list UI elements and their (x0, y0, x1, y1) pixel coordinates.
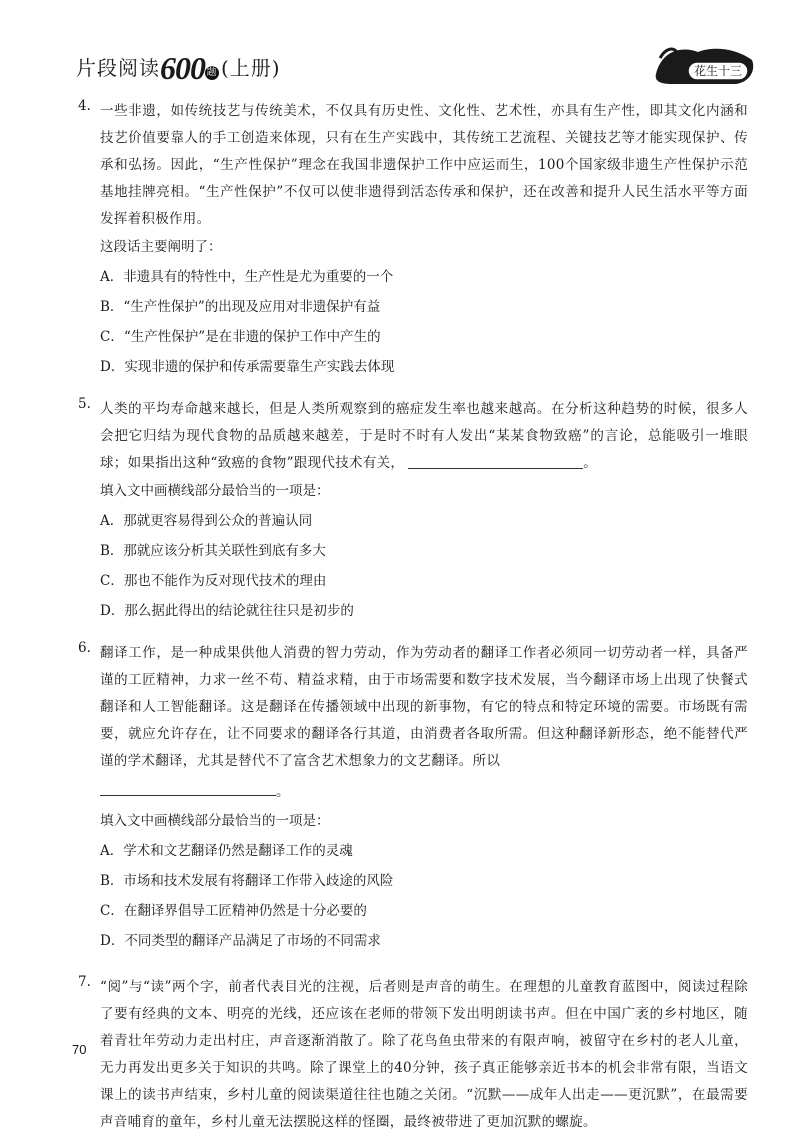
book-title-unit: 题 (206, 67, 218, 78)
question-stem-end: 。 (276, 784, 290, 800)
option-d: D．实现非遗的保护和传承需要靠生产实践去体现 (100, 359, 395, 375)
question-number: 5. (78, 396, 91, 412)
option-b: B．“生产性保护”的出现及应用对非遗保护有益 (100, 299, 381, 315)
question-prompt: 填入文中画横线部分最恰当的一项是： (100, 813, 330, 829)
question-stem: 翻译工作，是一种成果供他人消费的智力劳动，作为劳动者的翻译工作者必须同一切劳动者一样，具备严谨的工匠精神，力求一丝不苟、精益求精，由于市场需要和数字技术发展，当今翻译市场上出现了快餐式翻译和人工智能翻译。这是翻译在传播领域中出现的新事物，有它的特点和特定环境的需要。市场既有需要，就应允许存在，让不同要求的翻译各行其道，由消费者各取所需。但这种翻译新形态，绝不能替代严谨的学术翻译，尤其是替代不了富含艺术想象力的文艺翻译。所以 (100, 645, 748, 769)
question-list (76, 98, 748, 1136)
option-d: D．不同类型的翻译产品满足了市场的不同需求 (100, 933, 381, 949)
question-stem: 一些非遗，如传统技艺与传统美术，不仅具有历史性、文化性、艺术性，亦具有生产性，即其文化内涵和技艺价值要靠人的手工创造来体现，只有在生产实践中，其传统工艺流程、关键技艺等才能实现保护、传承和弘扬。因此，“生产性保护”理念在我国非遗保护工作中应运而生，100个国家级非遗生产性保护示范基地挂牌亮相。“生产性保护”不仅可以使非遗得到活态传承和保护，还在改善和提升人民生活水平等方面发挥着积极作用。 (100, 103, 748, 227)
book-title-number: 600 (160, 50, 205, 86)
options-grid (100, 506, 748, 626)
question-number: 6. (78, 640, 91, 656)
question-number: 4. (78, 98, 91, 114)
option-b: B．市场和技术发展有将翻译工作带入歧途的风险 (100, 873, 394, 889)
question-prompt: 这段话主要阐明了： (100, 239, 222, 255)
option-c: C．“生产性保护”是在非遗的保护工作中产生的 (100, 329, 381, 345)
page-number: 70 (72, 1042, 87, 1057)
question-7 (76, 974, 748, 1136)
question-stem-end: 。 (583, 455, 598, 471)
question-number: 7. (78, 974, 91, 990)
option-b: B．那就应该分析其关联性到底有多大 (100, 543, 326, 559)
question-stem: 人类的平均寿命越来越长，但是人类所观察到的癌症发生率也越来越高。在分析这种趋势的时候，很多人会把它归结为现代食物的品质越来越差，于是时不时有人发出“某某食物致癌”的言论，总能吸引一堆眼球；如果指出这种“致癌的食物”跟现代技术有关， (100, 401, 748, 471)
question-6 (76, 640, 748, 956)
option-c: C．在翻译界倡导工匠精神仍然是十分必要的 (100, 903, 367, 919)
brand-badge (652, 44, 756, 88)
question-5 (76, 396, 748, 626)
book-title-suffix: (上册) (221, 56, 281, 80)
question-prompt: 填入文中画横线部分最恰当的一项是： (100, 483, 330, 499)
option-a: A．那就更容易得到公众的普遍认同 (100, 513, 313, 529)
option-a: A．非遗具有的特性中，生产性是尤为重要的一个 (100, 269, 394, 285)
book-title-prefix: 片段阅读 (76, 56, 160, 80)
option-a: A．学术和文艺翻译仍然是翻译工作的灵魂 (100, 843, 353, 859)
option-d: D．那么据此得出的结论就往往只是初步的 (100, 603, 354, 619)
brand-badge-text: 花生十三 (693, 64, 743, 78)
question-stem-block (100, 396, 748, 477)
question-4 (76, 98, 748, 382)
option-c: C．那也不能作为反对现代技术的理由 (100, 573, 327, 589)
book-title (76, 50, 281, 87)
fill-blank (408, 454, 583, 469)
fill-blank-row (100, 775, 748, 807)
question-stem: “阅”与“读”两个字，前者代表目光的注视，后者则是声音的萌生。在理想的儿童教育蓝图中，阅读过程除了要有经典的文本、明亮的光线，还应该在老师的带领下发出明朗读书声。但在中国广袤的乡村地区，随着青壮年劳动力走出村庄，声音逐渐消散了。除了花鸟鱼虫带来的有限声响，被留守在乡村的老人儿童，无力再发出更多关于知识的共鸣。除了课堂上的40分钟，孩子真正能够亲近书本的机会非常有限，当语文课上的读书声结束，乡村儿童的阅读渠道往往也随之关闭。“沉默——成年人出走——更沉默”，在最需要声音哺育的童年，乡村儿童无法摆脱这样的怪圈，最终被带进了更加沉默的螺旋。 (100, 979, 748, 1130)
fill-blank (100, 781, 276, 796)
page-header (76, 44, 756, 94)
